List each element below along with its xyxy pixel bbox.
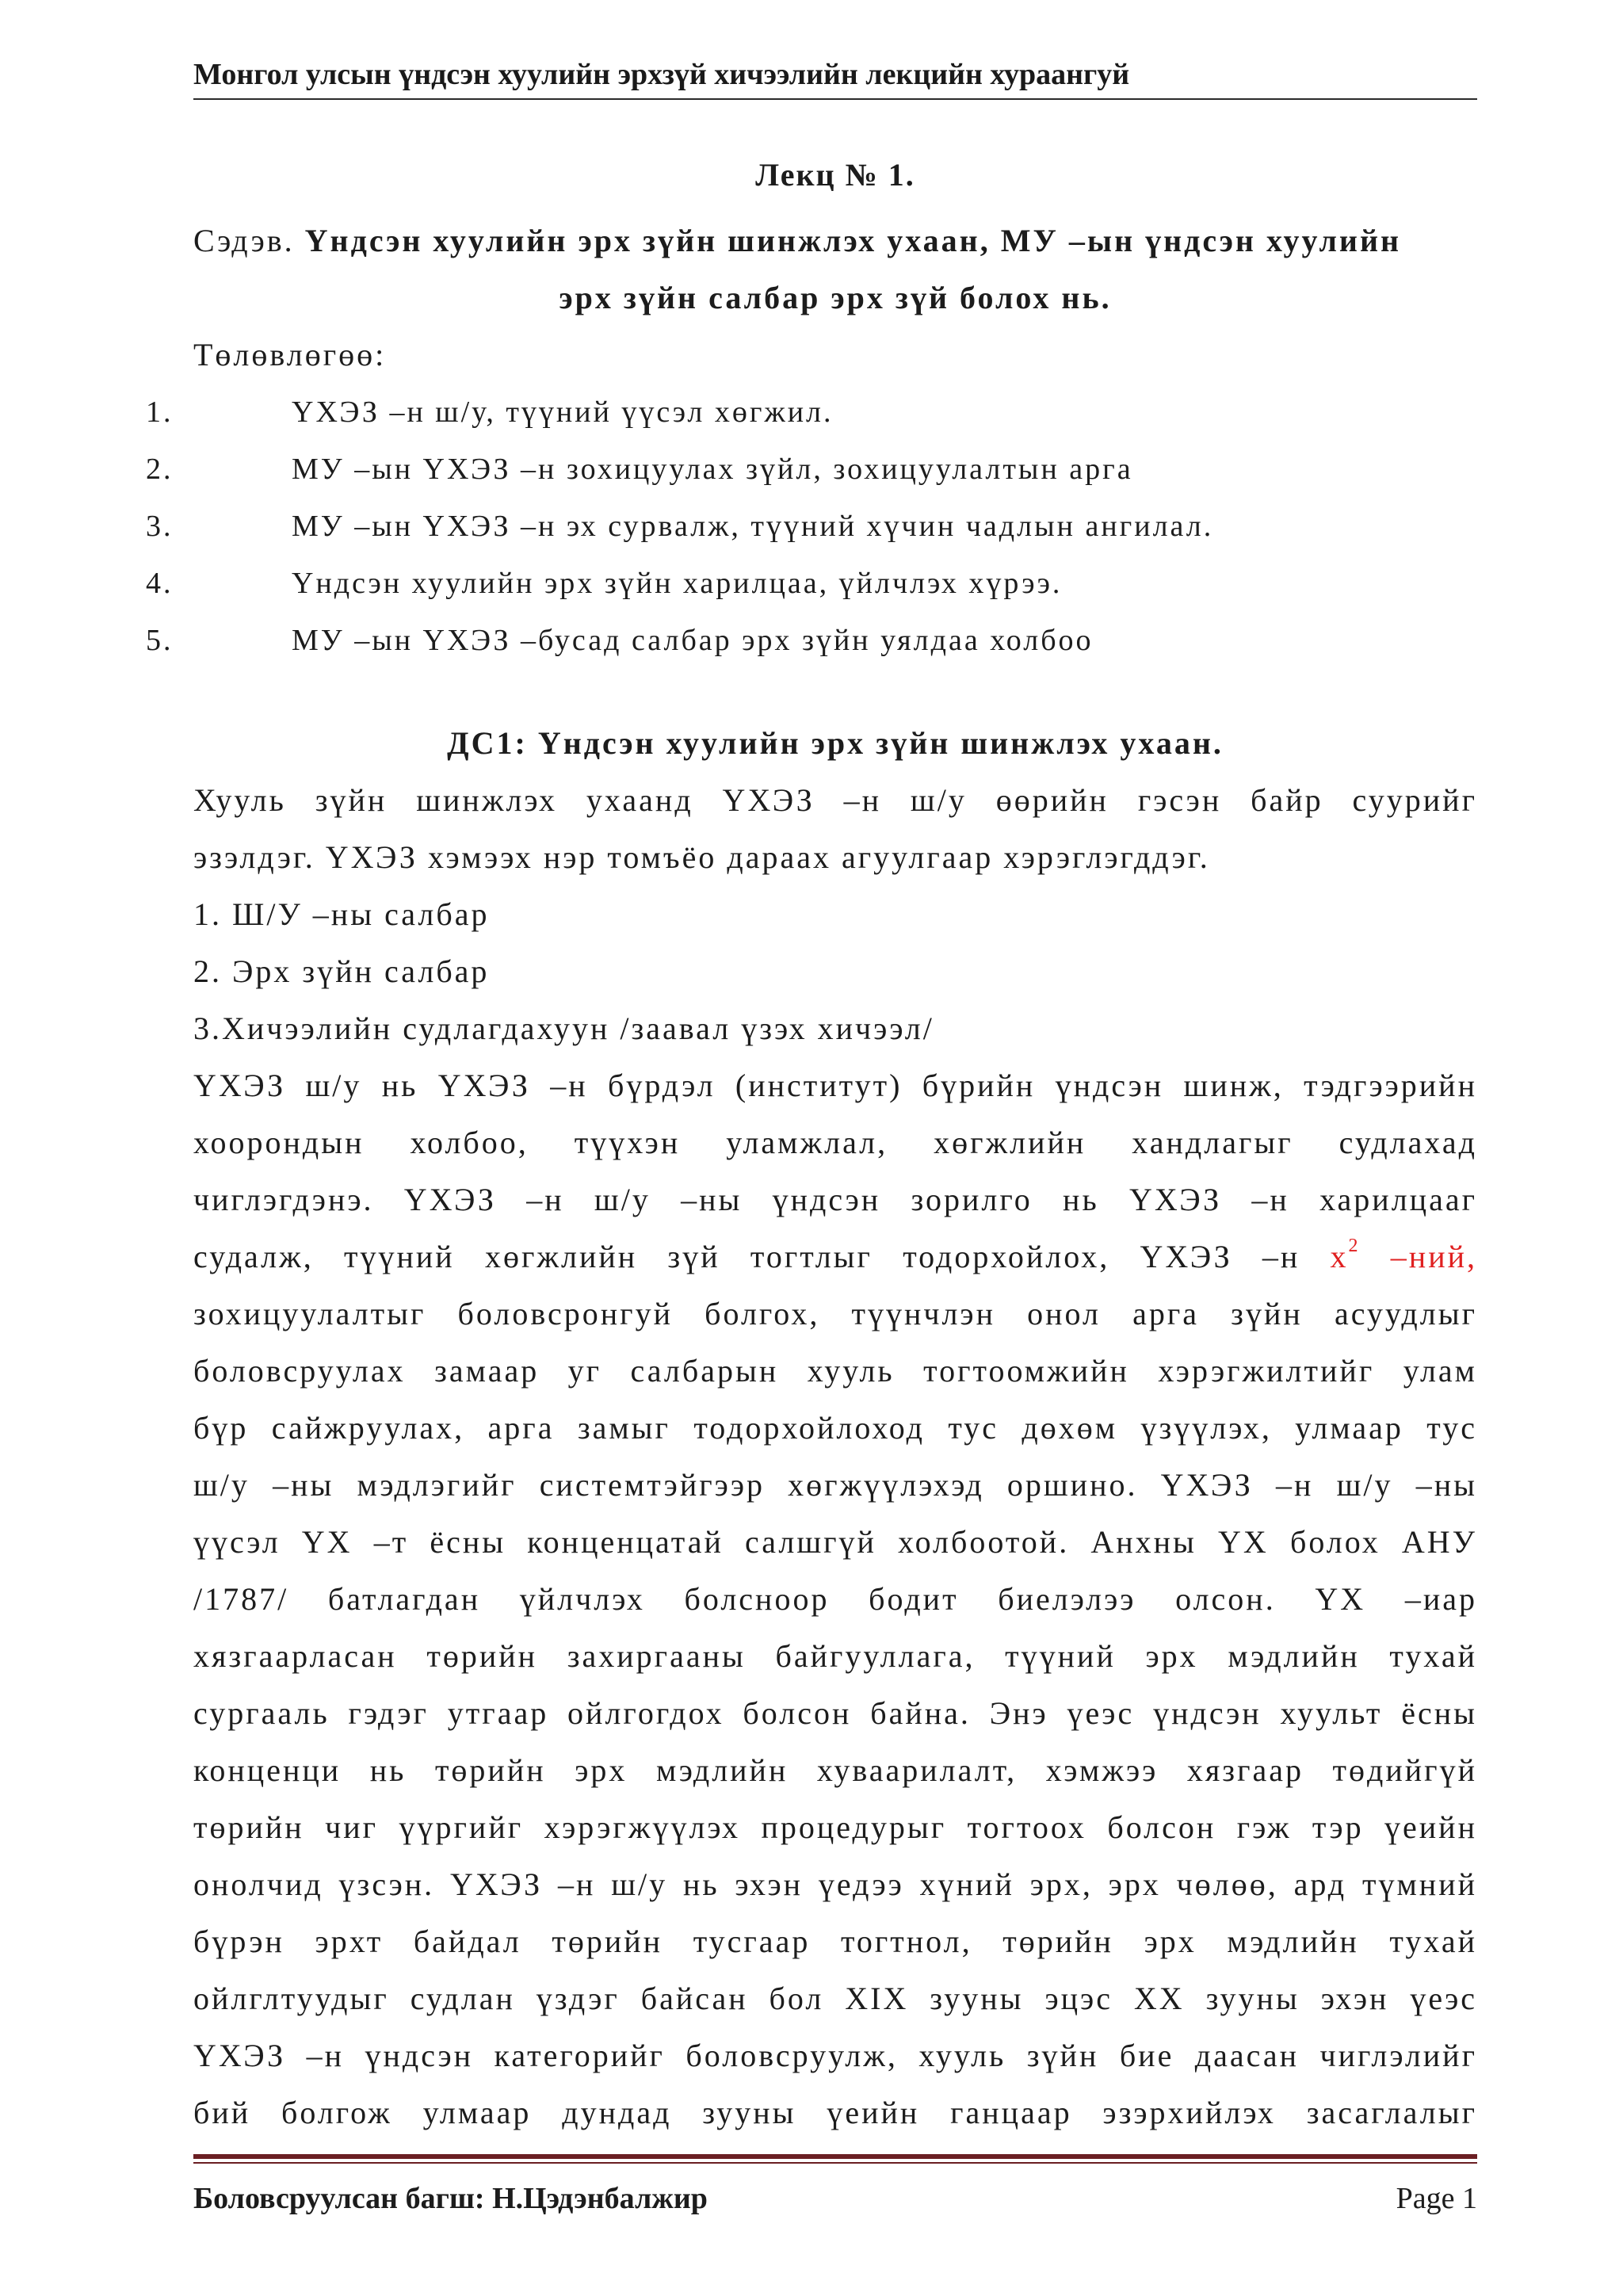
body-line: ҮХЭЗ –н үндсэн категорийг боловсруулж, хууль зүйн бие даасан чиглэлийг [193, 2038, 1477, 2073]
plan-item-number: 1. [146, 395, 174, 429]
list-line: 1. Ш/У –ны салбар [193, 896, 490, 932]
body-line: сургааль гэдэг утгаар ойлгогдох болсон байна. Энэ үеэс үндсэн хуульт ёсны [193, 1695, 1477, 1731]
plan-item-text: МУ –ын ҮХЭЗ –н эх сурвалж, түүний хүчин чадлын ангилал. [292, 510, 1214, 543]
body-line: чиглэгдэнэ. ҮХЭЗ –н ш/у –ны үндсэн зорилго нь ҮХЭЗ –н харилцааг [193, 1182, 1477, 1217]
plan-item-text: Үндсэн хуулийн эрх зүйн харилцаа, үйлчлэх хүрээ. [292, 567, 1063, 600]
body-line: төрийн чиг үүргийг хэрэгжүүлэх процедурыг тогтоох болсон гэж тэр үеийн [193, 1809, 1477, 1845]
plan-item [146, 384, 1477, 441]
body-line: хоорондын холбоо, түүхэн уламжлал, хөгжлийн хандлагыг судлахад [193, 1125, 1477, 1160]
plan-item-number: 4. [146, 567, 174, 600]
lecture-number: Лекц № 1. [755, 157, 915, 193]
plan-label: Төлөвлөгөө: [193, 337, 387, 372]
footer-author: Боловсруулсан багш: Н.Цэдэнбалжир [193, 2182, 708, 2215]
plan-item [146, 441, 1477, 498]
topic-prefix: Сэдэв. [193, 223, 295, 258]
plan-item-number: 2. [146, 453, 174, 486]
topic-title-part1: Үндсэн хуулийн эрх зүйн шинжлэх ухаан, МУ –ын үндсэн хуулийн [304, 223, 1402, 258]
plan-item-text: МУ –ын ҮХЭЗ –н зохицуулах зүйл, зохицуулалтын арга [292, 453, 1133, 486]
topic-title-part2: эрх зүйн салбар эрх зүй болох нь. [559, 280, 1112, 315]
body-line: хязгаарласан төрийн захиргааны байгууллага, түүний эрх мэдлийн тухай [193, 1638, 1477, 1674]
plan-item [146, 555, 1477, 612]
footer-divider-thick [193, 2154, 1477, 2159]
body-line: /1787/ батлагдан үйлчлэх болсноор бодит биелэлээ олсон. ҮХ –иар [193, 1581, 1477, 1617]
body-line: эзэлдэг. ҮХЭЗ хэмээх нэр томъёо дараах агуулгаар хэрэглэгддэг. [193, 839, 1210, 875]
section-title: ДС1: Үндсэн хуулийн эрх зүйн шинжлэх ухаан. [447, 725, 1224, 761]
header-divider [193, 98, 1477, 100]
lecture-topic [193, 212, 1477, 327]
topic-line-1 [193, 212, 1477, 269]
body-line: бий болгож улмаар дундад зууны үеийн ганцаар эзэрхийлэх засаглалыг [193, 2095, 1477, 2130]
body-line: ҮХЭЗ ш/у нь ҮХЭЗ –н бүрдэл (институт) бүрийн үндсэн шинж, тэдгээрийн [193, 1068, 1477, 1103]
body-line-with-formula [193, 1228, 1477, 1286]
list-line: 2. Эрх зүйн салбар [193, 953, 490, 989]
document-body [146, 155, 1478, 2141]
formula-suffix: –ний, [1390, 1239, 1478, 1274]
plan-item-text: МУ –ын ҮХЭЗ –бусад салбар эрх зүйн уялдаа холбоо [292, 624, 1094, 657]
body-line: үүсэл ҮХ –т ёсны конценцатай салшгүй холбоотой. Анхны ҮХ болох АНУ [193, 1524, 1477, 1560]
formula-highlight [1330, 1235, 1478, 1274]
body-line: зохицуулалтыг боловсронгуй болгох, түүнчлэн онол арга зүйн асуудлыг [193, 1296, 1477, 1331]
formula-base: х [1330, 1239, 1349, 1274]
body-line: бүрэн эрхт байдал төрийн тусгаар тогтнол, төрийн эрх мэдлийн тухай [193, 1924, 1477, 1959]
body-line: боловсруулах замаар уг салбарын хууль тогтоомжийн хэрэгжилтийг улам [193, 1353, 1477, 1389]
section-body [193, 772, 1477, 2141]
formula-line-text: судалж, түүний хөгжлийн зүй тогтлыг тодорхойлох, ҮХЭЗ –н [193, 1239, 1300, 1274]
plan-item-text: ҮХЭЗ –н ш/у, түүний үүсэл хөгжил. [292, 395, 834, 429]
formula-superscript: 2 [1348, 1235, 1361, 1256]
plan-list [146, 384, 1477, 669]
list-line: 3.Хичээлийн судлагдахуун /заавал үзэх хичээл/ [193, 1010, 934, 1046]
plan-item-number: 3. [146, 510, 174, 543]
body-line: ш/у –ны мэдлэгийг системтэйгээр хөгжүүлэхэд оршино. ҮХЭЗ –н ш/у –ны [193, 1467, 1477, 1503]
body-line: Хууль зүйн шинжлэх ухаанд ҮХЭЗ –н ш/у өөрийн гэсэн байр суурийг [193, 782, 1477, 818]
page-number: Page 1 [1396, 2182, 1477, 2215]
plan-item [146, 498, 1477, 555]
document-header-title: Монгол улсын үндсэн хуулийн эрхзүй хичээлийн лекцийн хураангуй [193, 58, 1130, 91]
footer-divider-thin [193, 2162, 1477, 2164]
body-line: ойлглтуудыг судлан үздэг байсан бол XIX зууны эцэс XX зууны эхэн үеэс [193, 1981, 1477, 2016]
body-line: онолчид үзсэн. ҮХЭЗ –н ш/у нь эхэн үедээ хүний эрх, эрх чөлөө, ард түмний [193, 1866, 1477, 1902]
plan-item [146, 612, 1477, 669]
body-line: бүр сайжруулах, арга замыг тодорхойлоход тус дөхөм үзүүлэх, улмаар тус [193, 1410, 1477, 1446]
body-line: конценци нь төрийн эрх мэдлийн хуваарилалт, хэмжээ хязгаар төдийгүй [193, 1752, 1477, 1788]
plan-item-number: 5. [146, 624, 174, 657]
